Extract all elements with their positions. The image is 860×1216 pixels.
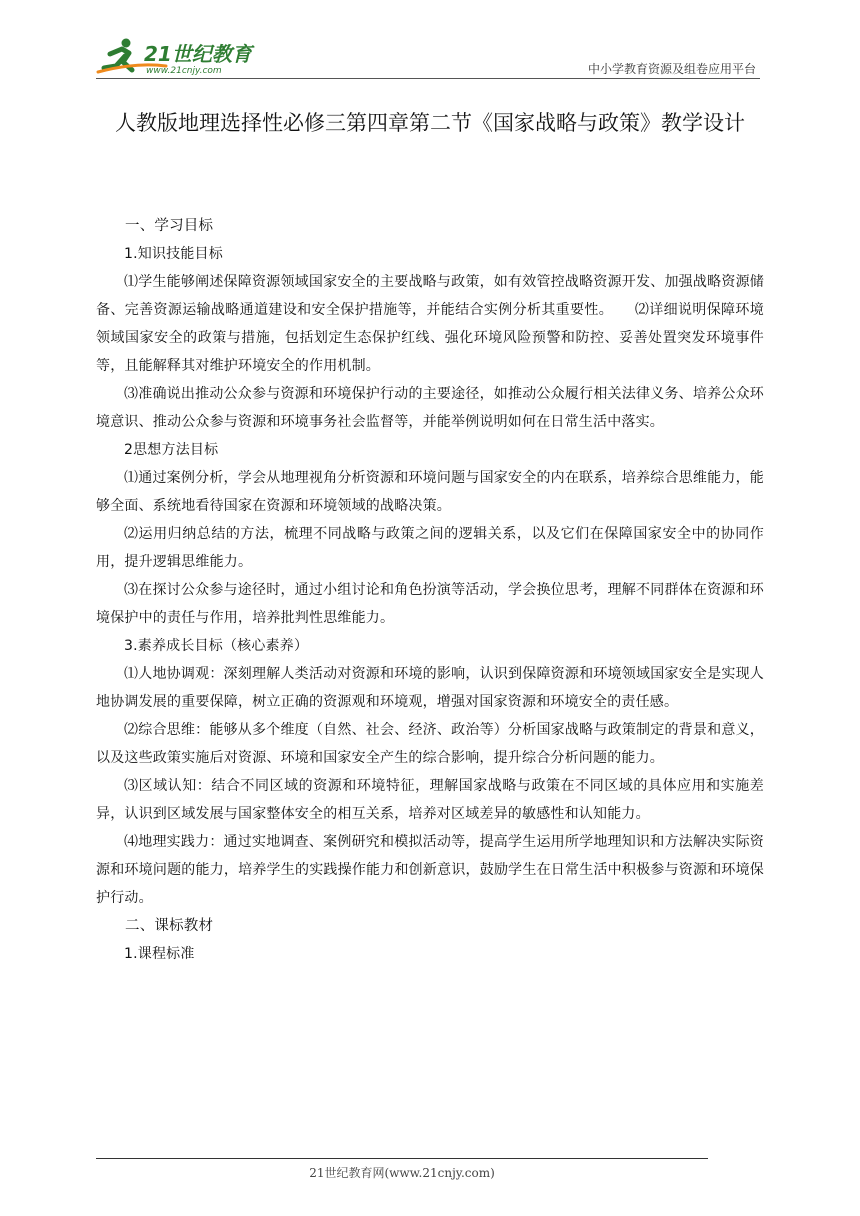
subsection-heading: 3.素养成长目标（核心素养） bbox=[124, 638, 309, 654]
paragraph: ⑶准确说出推动公众参与资源和环境保护行动的主要途径，如推动公众履行相关法律义务、培养公众环境意识、推动公众参与资源和环境事务社会监督等，并能举例说明如何在日常生活中落实。 bbox=[96, 386, 764, 430]
paragraph: ⑴人地协调观：深刻理解人类活动对资源和环境的影响，认识到保障资源和环境领域国家安全是实现人地协调发展的重要保障，树立正确的资源观和环境观，增强对国家资源和环境安全的责任感。 bbox=[96, 666, 764, 710]
logo bbox=[96, 36, 266, 76]
footer-text: 21世纪教育网(www.21cnjy.com) bbox=[309, 1166, 495, 1180]
paragraph: ⑴通过案例分析，学会从地理视角分析资源和环境问题与国家安全的内在联系，培养综合思维能力，能够全面、系统地看待国家在资源和环境领域的战略决策。 bbox=[96, 470, 764, 514]
page-header bbox=[96, 36, 760, 80]
paragraph: ⑴学生能够阐述保障资源领域国家安全的主要战略与政策，如有效管控战略资源开发、加强战略资源储备、完善资源运输战略通道建设和安全保护措施等，并能结合实例分析其重要性。 ⑵详细说明保障环境领域国家安全的政策与措施，包括划定生态保护红线、强化环境风险预警和防控、妥善处置突发环境事件等，且能解释其对维护环境安全的作用机制。 bbox=[96, 274, 764, 374]
paragraph: ⑷地理实践力：通过实地调查、案例研究和模拟活动等，提高学生运用所学地理知识和方法解决实际资源和环境问题的能力，培养学生的实践操作能力和创新意识，鼓励学生在日常生活中积极参与资源和环境保护行动。 bbox=[96, 834, 764, 906]
paragraph: ⑶区域认知：结合不同区域的资源和环境特征，理解国家战略与政策在不同区域的具体应用和实施差异，认识到区域发展与国家整体安全的相互关系，培养对区域差异的敏感性和认知能力。 bbox=[96, 778, 764, 822]
paragraph: ⑵综合思维：能够从多个维度（自然、社会、经济、政治等）分析国家战略与政策制定的背景和意义，以及这些政策实施后对资源、环境和国家安全产生的综合影响，提升综合分析问题的能力。 bbox=[96, 722, 764, 766]
subsection-heading: 1.知识技能目标 bbox=[124, 246, 223, 262]
document-body bbox=[96, 212, 764, 968]
logo-text: 21世纪教育 bbox=[144, 42, 252, 66]
logo-url: www.21cnjy.com bbox=[146, 66, 222, 76]
section-heading: 二、课标教材 bbox=[125, 918, 214, 934]
paragraph: ⑵运用归纳总结的方法，梳理不同战略与政策之间的逻辑关系，以及它们在保障国家安全中的协同作用，提升逻辑思维能力。 bbox=[96, 526, 764, 570]
footer-divider bbox=[96, 1158, 708, 1159]
section-heading: 一、学习目标 bbox=[125, 218, 214, 234]
header-divider bbox=[96, 78, 760, 79]
document-title: 人教版地理选择性必修三第四章第二节《国家战略与政策》教学设计 bbox=[115, 111, 745, 135]
subsection-heading: 1.课程标准 bbox=[124, 946, 195, 962]
runner-logo-icon bbox=[96, 36, 266, 78]
paragraph: ⑶在探讨公众参与途径时，通过小组讨论和角色扮演等活动，学会换位思考，理解不同群体在资源和环境保护中的责任与作用，培养批判性思维能力。 bbox=[96, 582, 764, 626]
platform-name: 中小学教育资源及组卷应用平台 bbox=[587, 62, 756, 76]
subsection-heading: 2思想方法目标 bbox=[124, 442, 219, 458]
